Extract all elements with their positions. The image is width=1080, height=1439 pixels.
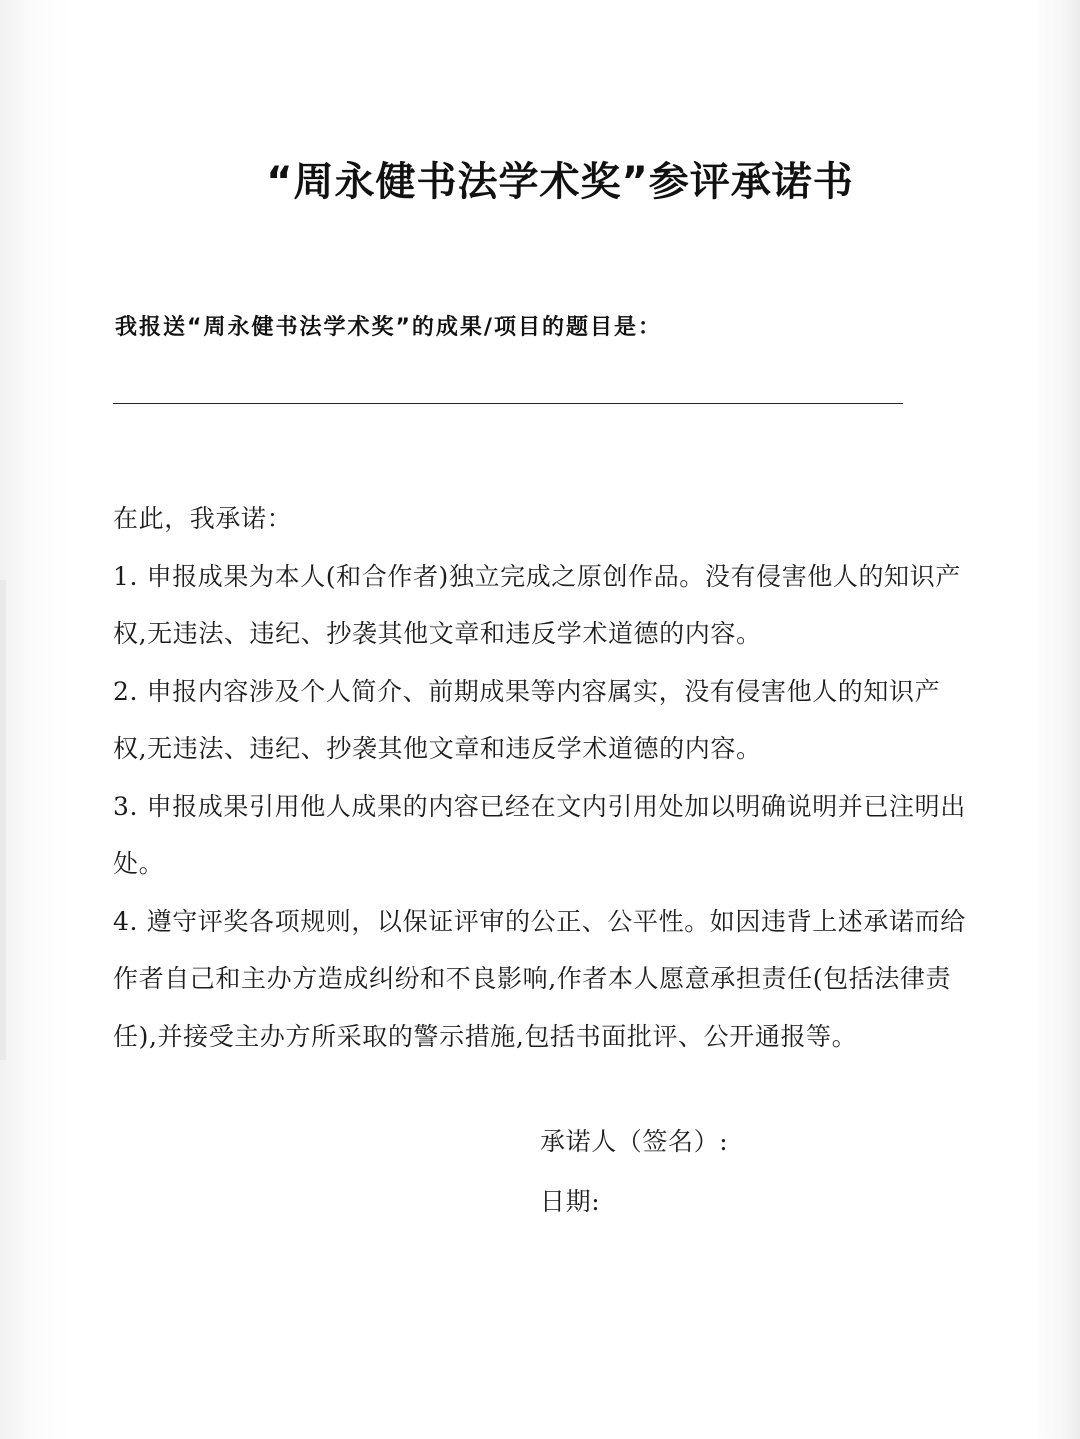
document-title: “周永健书法学术奖”参评承诺书 — [266, 159, 854, 205]
title-blank-line — [113, 403, 903, 404]
submission-prompt: 我报送“周永健书法学术奖”的成果/项目的题目是： — [115, 315, 662, 340]
commitment-body — [113, 490, 973, 1065]
signature-label: 承诺人（签名）: — [540, 1127, 729, 1156]
commitment-item-1: 1. 申报成果为本人(和合作者)独立完成之原创作品。没有侵害他人的知识产权,无违法、违纪、抄袭其他文章和违反学术道德的内容。 — [113, 561, 961, 648]
commitment-intro: 在此，我承诺： — [113, 504, 293, 533]
date-label: 日期: — [540, 1187, 601, 1216]
commitment-item-4: 4. 遵守评奖各项规则，以保证评审的公正、公平性。如因违背上述承诺而给作者自己和主办方造成纠纷和不良影响,作者本人愿意承担责任(包括法律责任),并接受主办方所采取的警示措施,包括书面批评、公开通报等。 — [113, 906, 966, 1051]
commitment-item-2: 2. 申报内容涉及个人简介、前期成果等内容属实，没有侵害他人的知识产权,无违法、违纪、抄袭其他文章和违反学术道德的内容。 — [113, 676, 941, 763]
commitment-item-3: 3. 申报成果引用他人成果的内容已经在文内引用处加以明确说明并已注明出处。 — [113, 791, 966, 878]
page-edge-shadow — [0, 580, 6, 1060]
